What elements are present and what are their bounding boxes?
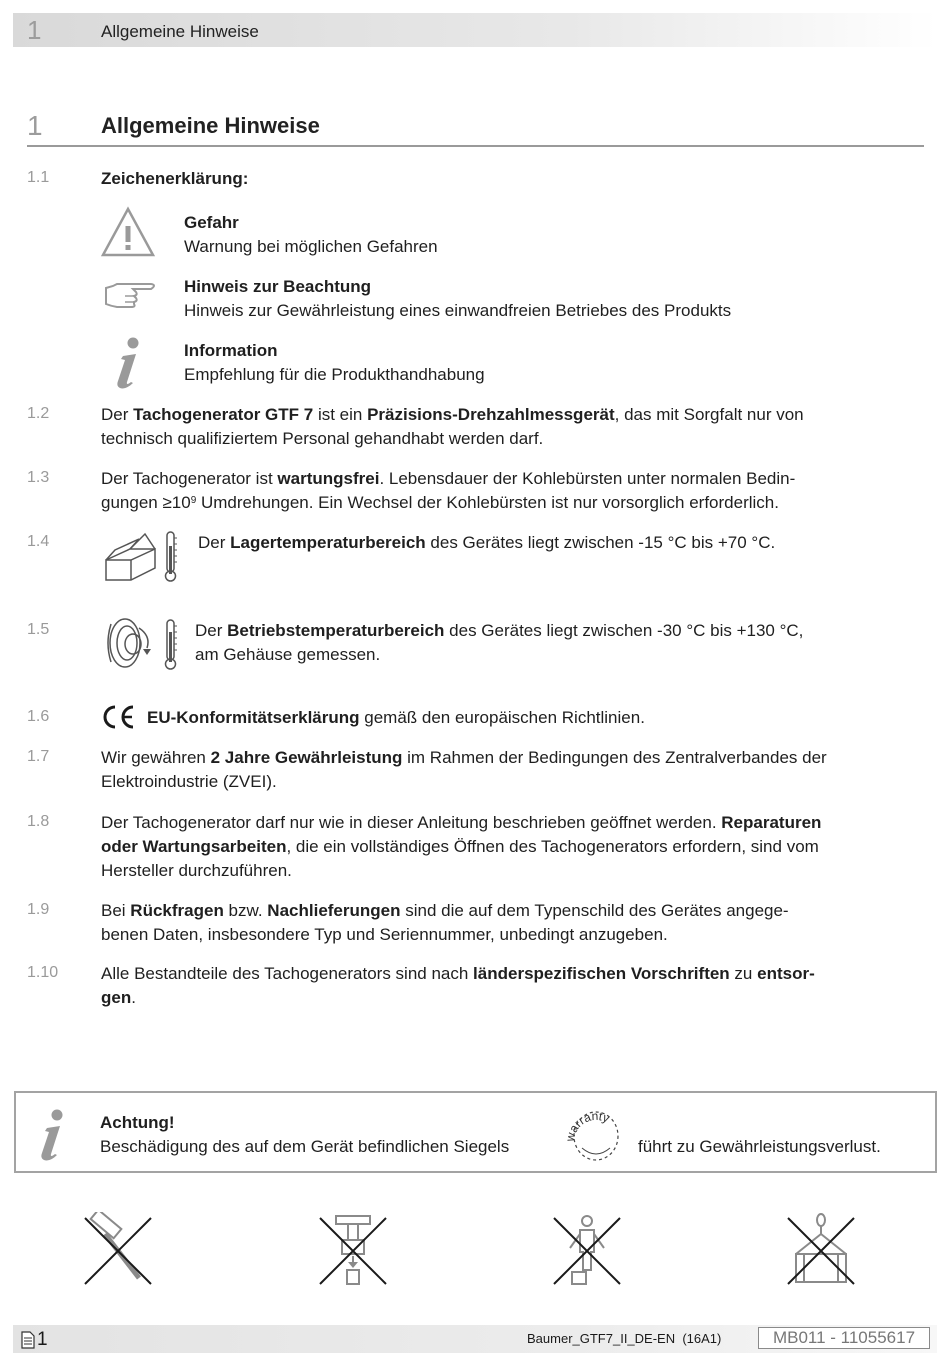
no-hanging-icon — [784, 1212, 858, 1288]
legend-desc-info: Empfehlung für die Produkthandhabung — [184, 365, 485, 384]
warning-triangle-icon — [100, 206, 156, 258]
header-chapter-number: 1 — [27, 15, 42, 45]
notice-text-end: führt zu Gewährleistungsverlust. — [638, 1137, 881, 1156]
notice-title: Achtung! — [100, 1113, 175, 1132]
paragraph-1-6: EU-Konformitätserklärung gemäß den europäischen Richtlinien. — [147, 708, 645, 727]
pointing-hand-icon — [103, 280, 159, 310]
legend-desc-note: Hinweis zur Gewährleistung eines einwandfreien Betriebes des Produkts — [184, 301, 732, 320]
paragraph-1-3: Der Tachogenerator ist wartungsfrei. Lebensdauer der Kohlebürsten unter normalen Bedin- gungen $\ge 10^9$ Umdrehungen. Ein Wechsel der Kohlebürsten ist nur vorsorglich erforderlich. — [101, 469, 796, 512]
item-number-1-2: 1.2 — [27, 405, 50, 422]
legend-desc-danger: Warnung bei möglichen Gefahren — [184, 237, 438, 256]
paragraph-1-9: Bei Rückfragen bzw. Nachlieferungen sind die auf dem Typenschild des Gerätes angege- benen Daten, insbesondere Typ und Seriennummer, unbedingt anzugeben. — [101, 901, 789, 944]
rotating-device-thermometer-icon — [103, 614, 183, 672]
no-standing-icon — [550, 1212, 624, 1288]
notice-text-start: Beschädigung des auf dem Gerät befindlichen Siegels — [100, 1137, 510, 1156]
legend-title-danger: Gefahr — [184, 213, 239, 232]
paragraph-1-7: Wir gewähren 2 Jahre Gewährleistung im Rahmen der Bedingungen des Zentralverbandes der Elektroindustrie (ZVEI). — [101, 748, 827, 791]
item-number-1-6: 1.6 — [27, 708, 50, 725]
item-number-1-10: 1.10 — [27, 964, 59, 981]
legend-title-info: Information — [184, 341, 278, 360]
no-press-icon — [316, 1212, 390, 1288]
paragraph-1-5: Der Betriebstemperaturbereich des Gerätes liegt zwischen -30 °C bis +130 °C, am Gehäuse gemessen. — [195, 621, 804, 664]
item-number-1-4: 1.4 — [27, 533, 50, 550]
header-chapter-title: Allgemeine Hinweise — [101, 22, 259, 41]
section-number: 1 — [27, 110, 43, 141]
item-number-1-3: 1.3 — [27, 469, 50, 486]
document-code: MB011 - 11055617 — [758, 1327, 930, 1349]
info-icon — [36, 1108, 70, 1162]
page-document-icon — [21, 1331, 35, 1349]
storage-box-thermometer-icon — [103, 530, 183, 584]
item-number-1-9: 1.9 — [27, 901, 50, 918]
seal-text: warranty — [562, 1108, 612, 1143]
page-number: 1 — [37, 1329, 48, 1350]
legend-heading: Zeichenerklärung: — [101, 169, 249, 188]
paragraph-1-10: Alle Bestandteile des Tachogenerators sind nach länderspezifischen Vorschriften zu entsor- gen. — [101, 964, 815, 1007]
document-name: Baumer_GTF7_II_DE-EN (16A1) — [527, 1331, 722, 1346]
info-icon — [112, 336, 146, 390]
warranty-seal-icon — [560, 1102, 632, 1166]
section-divider — [27, 145, 924, 147]
ce-mark-icon — [99, 704, 137, 730]
section-title: Allgemeine Hinweise — [101, 113, 320, 138]
no-hammer-icon — [81, 1212, 155, 1288]
paragraph-1-2: Der Tachogenerator GTF 7 ist ein Präzisions-Drehzahlmessgerät, das mit Sorgfalt nur von technisch qualifiziertem Personal gehandhabt werden darf. — [101, 405, 804, 448]
item-number-1-7: 1.7 — [27, 748, 50, 765]
legend-title-note: Hinweis zur Beachtung — [184, 277, 372, 296]
item-number-1-5: 1.5 — [27, 621, 50, 638]
paragraph-1-4: Der Lagertemperaturbereich des Gerätes liegt zwischen -15 °C bis +70 °C. — [198, 533, 776, 552]
paragraph-1-8: Der Tachogenerator darf nur wie in dieser Anleitung beschrieben geöffnet werden. Reparaturen oder Wartungsarbeiten, die ein vollständiges Öffnen des Tachogenerators erfordern, sind vom Hersteller durchzuführen. — [101, 813, 822, 880]
item-number-1-8: 1.8 — [27, 813, 50, 830]
item-number-1-1: 1.1 — [27, 169, 50, 186]
